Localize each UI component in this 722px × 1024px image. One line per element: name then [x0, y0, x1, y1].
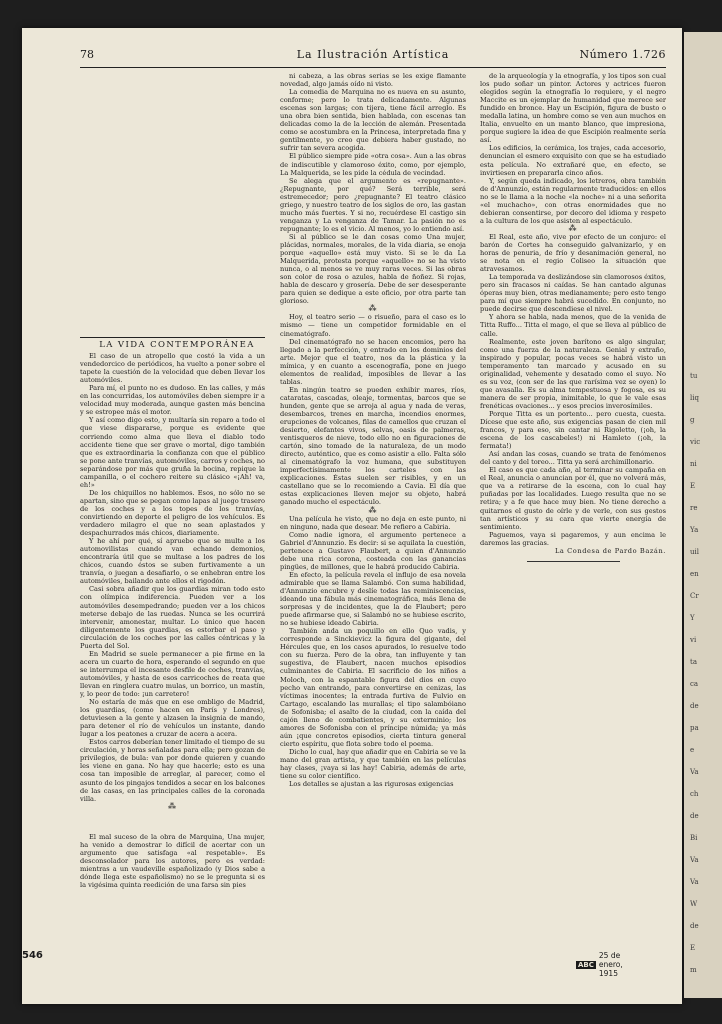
next-page-text-fragment: Y	[690, 614, 695, 622]
next-page-text-fragment: liq	[690, 394, 699, 402]
paragraph: Y he ahí por qué, sí apruebo que se multe a los automovilistas cuando van echando demonios, encontraría útil que se multase a los padres de los chicos, cuando éstos se suben furtivamente a un tranvía, o juegan a desafiarlo, o se enhebran entre los automóviles, bailando ante ellos el rigodón.	[80, 537, 265, 586]
paragraph: Casi sobra añadir que los guardias miran todo esto con olímpica indiferencia. Pueden ver a los automóviles desempedrando; pueden ver a los chicos meterse debajo de las ruedas. Nunca se les ocurrirá intervenir, amonestar, multar. Lo único que hacen diligentemente los guardias, es estorbar el paso y circulación de los coches por las calles céntricas y la Puerta del Sol.	[80, 585, 265, 650]
column-2-body	[280, 72, 466, 305]
paragraph: Y, según queda indicado, los letreros, obra también de d'Annunzio, están regularmente traducidos: en ellos no se le llama a la noche «la noche» ni a una señorita «el muchacho», con otras enormidades que no debieran consentirse, por decoro del idioma y respeto a la cultura de los que asisten al espectáculo.	[480, 176, 666, 225]
paragraph: de la arqueología y la etnografía, y los tipos son cual los pudo soñar un pintor. Actores y actrices fueron elegidos según la etnografía lo requiere, y el negro Maccite es un ejemplar de humanidad que merece ser fundido en bronce. Hay un Escipión, figura de busto o medalla latina, un hombre como se ven aun muchos en Italia, envuelto en un manto blanco, que impresiona, porque sugiere la idea de que Escipión realmente sería así.	[480, 72, 666, 145]
paragraph: Una película he visto, que no deja en este punto, ni en ninguno, nada que desear. Me refiero a Cabiria.	[280, 514, 466, 531]
next-page-text-fragment: e	[690, 746, 695, 754]
next-page-text-fragment: Va	[690, 878, 699, 886]
next-page-text-fragment: tu	[690, 372, 698, 380]
header-page-number: 78	[80, 48, 94, 61]
paragraph: Y así como digo esto, y multaría sin reparo a todo el que viese dispararse, porque es evidente que corriendo como alma que lleva el diablo todo accidente tiene que ser grave o mortal, digo también que es extraordinaria la confianza con que el público se pone ante tranvías, automóviles, carros y coches, no separándose por más que gruña la bocina, repique la campanilla, o el cochero reitere su clásico «¡Ah! va, eh!»	[80, 416, 265, 489]
paragraph: Del cinematógrafo no se hacen encomios, pero ha llegado a la perfección, y entrado en los dominios del arte. Mejor que el teatro, nos da la plástica y la mímica, y en cuanto a escenografía, pone en juego elementos de realidad, imposibles de llevar a las tablas.	[280, 337, 466, 386]
next-page-text-fragment: Va	[690, 856, 699, 864]
next-page-text-fragment: E	[690, 944, 696, 952]
next-page-text-fragment: uil	[690, 548, 699, 556]
next-page-text-fragment: Cr	[690, 592, 699, 600]
header-issue-number: Número 1.726	[579, 48, 666, 61]
paragraph: Como nadie ignora, el argumento pertenece a Gabriel d'Annunzio. Es decir: si se aquilata la cuestión, pertenece a Gustavo Flaubert, a quien d'Annunzio debe una rica corona, costeada con las ganancias pingües, de millones, que le habrá producido Cabiria.	[280, 530, 466, 571]
next-page-text-fragment: Ya	[690, 526, 699, 534]
paragraph: La comedia de Marquina no es nueva en su asunto, conforme; pero lo trata delicadamente. Algunas escenas son largas; con tijera, tiene fácil arreglo. Es una obra bien sentida, bien hablada, con escenas tan delicadas como la de la lección de alemán. Presentada como se acostumbra en la Princesa, interpretada fina y gentilmente, yo creo que debiera haber gustado, no sufrir tan severa acogida.	[280, 88, 466, 153]
next-page-text-fragment: vic	[690, 438, 701, 446]
paragraph: El caso de un atropello que costó la vida a un vendedorcico de periódicos, ha vuelto a poner sobre el tapete la cuestión de la velocidad que deben llevar los automóviles.	[80, 352, 265, 385]
paragraph: El mal suceso de la obra de Marquina, Una mujer, ha venido a demostrar lo difícil de acertar con un argumento que satisfaga «al respetable». Es desconsolador para los autores, pero es verdad: mientras a un vaudeville españolizado (y Dios sabe a dónde llega este españolismo) no se le pregunta si es la vigésima quinta reedición de una farsa sin pies	[80, 832, 265, 889]
column-1-body-2	[80, 833, 265, 889]
header-rule	[80, 67, 666, 68]
next-page-text-fragment: E	[690, 482, 696, 490]
footer-date	[576, 951, 623, 978]
abc-logo: ABC	[578, 960, 594, 969]
next-page-text-fragment: de	[690, 812, 699, 820]
paragraph: Se alega que el argumento es «repugnante». ¿Repugnante, por qué? Será terrible, será estremecedor; pero ¿repugnante? El teatro clásico griego, y nuestro teatro de los siglos de oro, las gastan mucho más fuertes. Y si no, recuérdese El castigo sin venganza y La venganza de Tamar. La pasión no es repugnante; lo es el vicio. Al menos, yo lo entiendo así.	[280, 176, 466, 233]
next-page-text-fragment: ta	[690, 658, 697, 666]
magazine-page	[22, 28, 682, 1004]
next-page-text-fragment: ca	[690, 680, 699, 688]
section-separator: ⁂	[368, 304, 378, 314]
footer-page-number: 546	[22, 950, 43, 961]
paragraph: El Real, este año, vive por efecto de un conjuro: el barón de Cortes ha conseguido galvanizarlo, y en horas de penuria, de frío y desanimación general, no se nota en el regio Coliseo la situación que atravesamos.	[480, 232, 666, 274]
paragraph: Así andan las cosas, cuando se trata de fenómenos del canto y del toreo... Titta ya será archimillonario.	[480, 450, 666, 467]
paragraph: Paguemos, vaya si pagaremos, y aun encima le daremos las gracias.	[480, 530, 666, 547]
next-page-text-fragment: Bi	[690, 834, 698, 842]
paragraph: En efecto, la película revela el influjo de esa novela admirable que se llama Salambó. Con suma habilidad, d'Annunzio encubre y deslíe todas las reminiscencias, ideando una fábula más cinematográfica, más llena de sorpresas y de incidentes, que la de Flaubert; pero puede afirmarse que, si Salambó no se hubiese escrito, no se hubiese ideado Cabiria.	[280, 570, 466, 628]
column-3-body	[480, 72, 666, 225]
column-3	[480, 72, 666, 972]
paragraph: Realmente, este joven barítono es algo singular, como una fuerza de la naturaleza. Genial y extraño, inspirado y popular, pocas veces se habrá visto un temperamento tan marcado y acusado en su originalidad, vehemente y desatado como el suyo. No es su voz, (con ser de las que rarísima vez se oyen) lo que avasalla. Es su alma tempestuosa y fogosa, es su manera de ser propia, inimitable, lo que le vale esas frenéticas ovaciones... y esos precios inverosímiles.	[480, 337, 666, 410]
signature-rule	[527, 561, 620, 562]
section-separator: ⁂	[568, 223, 578, 233]
section-title-box	[80, 337, 265, 349]
paragraph: Estos carros deberían tener limitado el tiempo de su circulación, y horas señaladas para ella; pero gozan de privilegios, de bula: van por donde quieren y cuando les viene en gana. No hay que hacerle; esto es una cosa tan imposible de arreglar, al parecer, como el asunto de los pingajos tendidos a secar en los balcones de las casas, en las principales calles de la coronada villa.	[80, 738, 265, 803]
paragraph: La temporada va deslizándose sin clamorosos éxitos, pero sin fracasos ni caídas. Se han cantado algunas óperas muy bien, otras medianamente; pero esto tengo para mí que siempre habrá sucedido. En conjunto, no puede decirse que descendiese el nivel.	[480, 273, 666, 314]
next-page-text-fragment: de	[690, 702, 699, 710]
paragraph: El público siempre pide «otra cosa». Aun a las obras de indiscutible y clamoroso éxito, como, por ejemplo, La Malquerida, se les pide la cédula de vecindad.	[280, 152, 466, 177]
next-page-text-fragment: de	[690, 922, 699, 930]
next-page-text-fragment: pa	[690, 724, 699, 732]
next-page-text-fragment: Va	[690, 768, 699, 776]
paragraph: ni cabeza, a las obras serias se les exige flamante novedad, algo jamás oído ni visto.	[280, 72, 466, 89]
paragraph: Dicho lo cual, hay que añadir que en Cabiria se ve la mano del gran artista, y que también en las películas hay clases, ¡vaya si las hay! Cabiria, además de arte, tiene su color científico.	[280, 747, 466, 781]
next-page-text-fragment: ni	[690, 460, 697, 468]
paragraph: En ningún teatro se pueden exhibir mares, ríos, cataratas, cascadas, oleaje, tormentas, barcos que se hunden, gente que se arroja al agua y nada de veras, desembarcos, trenes en marcha, incendios enormes, erupciones de volcanes, filas de camellos que cruzan el desierto, elefantes vivos, selvas, oasis de palmeras, ventisqueros de nieve, todo ello no en figuraciones de cartón, sino tomado de la naturaleza, de un modo directo, auténtico, que es como asistir a ello. Falta sólo al cinematógrafo la voz humana, que substituyen imperfectísimamente los carteles con las explicaciones. Éstas suelen ser risibles, y en un castellano que se lo recomiendo a Cavia. El día que estas explicaciones lleven mejor su objeto, habrá ganado mucho el espectáculo.	[280, 385, 466, 507]
next-page-edge	[684, 32, 722, 998]
section-separator: ⁂	[168, 801, 177, 811]
paragraph: Porque Titta es un portento... pero cuesta, cuesta. Dícese que este año, sus exigencias pasan de cien mil francos, y para eso, sin cantar ni Rigoletto, (¡oh, la escena de los cascabeles!) ni Hamleto (¡oh, la fermata!)	[480, 409, 666, 451]
paragraph: También anda un poquillo en ello Quo vadis, y corresponde a Sinckievicz la figura del gigante, del Hércules que, en los casos apurados, lo resuelve todo con su fuerza. Pero de la obra, tan influyente y tan sugestiva, de Flaubert, nacen muchos episodios culminantes de Cabiria. El sacrificio de los niños a Moloch, con la espantable figura del dios en cuyo pecho van entrando, para convertirse en cenizas, las víctimas inocentes; la entrada furtiva de Fulvio en Cartago, escalando las murallas; el tipo salambóiano de Sofonisba; el asalto de la ciudad, con la caída del cajón lleno de combatientes, y su exterminio; los amores de Sofonisba con el príncipe númida; ya más aún ¡que concretos episodios, cierta tintura general cierto espíritu, que flota sobre todo el poema.	[280, 627, 466, 748]
paragraph: Y ahora se habla, nada menos, que de la venida de Titta Ruffo... Titta el mago, el que se lleva al público de calle.	[480, 313, 666, 338]
column-3-body-2	[480, 233, 666, 547]
section-title: LA VIDA CONTEMPORÁNEA	[99, 340, 255, 350]
paragraph: Si al público se le dan cosas como Una mujer, plácidas, normales, morales, de la vida diaria, se enoja porque «aquello» está muy visto. Si se le da La Malquerida, protesta porque «aquello» no se ha visto nunca, o al menos se ve muy raras veces. Si las obras son color de rosa o azules, habla de ñoñez. Si rojas, habla de descaro y grosería. Debe de ser desesperante para quien se dedique a este oficio, por otra parte tan glorioso.	[280, 232, 466, 306]
next-page-text-fragment: W	[690, 900, 698, 908]
next-page-text-fragment: g	[690, 416, 695, 424]
next-page-text-fragment: en	[690, 570, 699, 578]
paragraph: Para mí, el punto no es dudoso. En las calles, y más en las concurridas, los automóviles deben siempre ir a velocidad muy moderada, aunque gasten más bencina y se estropee más el motor.	[80, 384, 265, 417]
next-page-text-fragment: re	[690, 504, 698, 512]
paragraph: Los edificios, la cerámica, los trajes, cada accesorio, denuncian el esmero exquisito con que se ha estudiado esta película. No extrañaré que, en efecto, se invirtiesen en prepararla cinco años.	[480, 144, 666, 177]
paragraph: En Madrid se suele permanecer a pie firme en la acera un cuarto de hora, esperando el segundo en que se interrumpa el incesante desfile de coches, tranvías, automóviles, y hasta de esos carricoches de reata que llevan en ringlera cuatro mulas, un borrico, un mastín, y, lo peor de todo: ¡un carretero!	[80, 649, 265, 699]
next-page-text-fragment: m	[690, 966, 697, 974]
next-page-text-fragment: ch	[690, 790, 699, 798]
author-signature: La Condesa de Pardo Bazán.	[554, 546, 666, 555]
paragraph: De los chiquillos no hablemos. Esos, no sólo no se apartan, sino que se pegan como lapas al juego trasero de los coches y a los topes de los tranvías, convirtiendo en deporte el peligro de los vehículos. Es verdadero milagro el que no sean aplastados y despachurrados más chicos, diariamente.	[80, 488, 265, 538]
header-title: La Ilustración Artística	[296, 48, 450, 61]
column-1	[80, 72, 265, 972]
column-1-blank-space	[80, 72, 265, 337]
paragraph: No estaría de más que en ese ombligo de Madrid, los guardias, (como hacen en París y Londres), detuviesen a la gente y alzasen la insignia de mando, para detener el río de vehículos un instante, dando lugar a los peatones a cruzar de acera a acera.	[80, 698, 265, 739]
column-2	[280, 72, 466, 972]
column-1-body	[80, 352, 265, 803]
column-2-body-2	[280, 313, 466, 506]
page-header	[80, 48, 666, 66]
paragraph: Hoy, el teatro serio — o risueño, para el caso es lo mismo — tiene un competidor formidable en el cinematógrafo.	[280, 313, 466, 338]
footer-date-text: 25 de enero, 1915	[598, 951, 623, 978]
paragraph: Los detalles se ajustan a las rigurosas exigencias	[289, 780, 454, 789]
next-page-text-fragment: vi	[690, 636, 697, 644]
paragraph: El caso es que cada año, al terminar su campaña en el Real, anuncia o anuncian por él, que no volverá más, que va a retirarse de la escena, con lo cual hay puñadas por las localidades. Luego resulta que no se retira; y a fe que hace muy bien. No tiene derecho a quitarnos el gusto de oírle y de verle, con sus gestos tan artísticos y su cara que vierte energía de sentimiento.	[480, 466, 666, 531]
section-separator: ⁂	[368, 505, 378, 515]
column-gap	[80, 811, 265, 833]
column-2-body-3	[280, 515, 466, 789]
